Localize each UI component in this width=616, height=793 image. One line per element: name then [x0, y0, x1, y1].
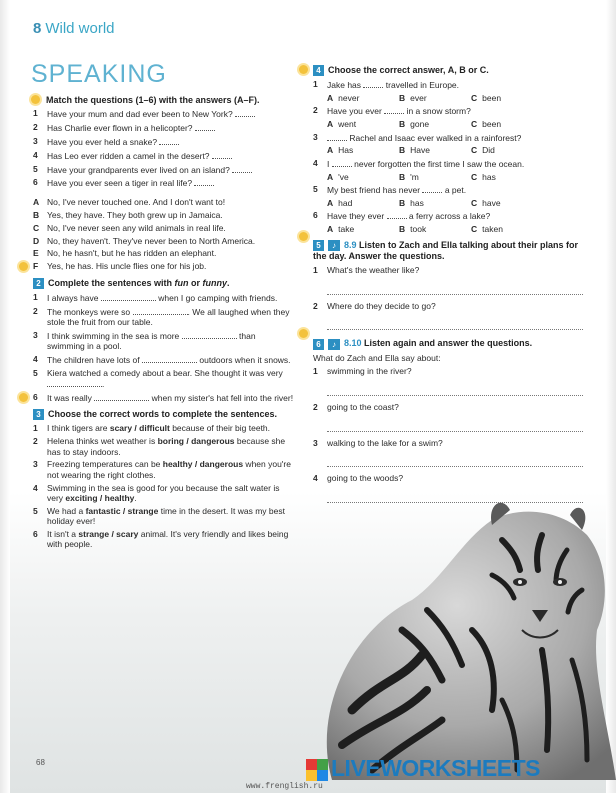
word-choice[interactable]: scary / difficult — [109, 423, 170, 434]
ex2-item: 4 The children have lots of outdoors when it snows. — [33, 353, 291, 365]
word-choice[interactable]: fantastic / strange — [85, 505, 159, 516]
ex4-item: 3 Rachel and Isaac ever walked in a rainforest? A Has B Have C Did — [313, 132, 583, 156]
ex5-item: 2 Where do they decide to go? — [313, 300, 436, 311]
ex1-answer: E No, he hasn't, but he has ridden an elephant. — [33, 248, 217, 259]
unit-title: Wild world — [45, 20, 115, 37]
answer-blank[interactable] — [235, 108, 255, 117]
answer-blank[interactable] — [195, 122, 215, 131]
answer-blank[interactable] — [384, 105, 404, 114]
ex2-item: 6 It was really when my sister's hat fell into the river! — [33, 392, 295, 403]
ex3-item: 6 It isn't a strange / scary animal. It's very friendly and likes being with people. — [33, 529, 289, 550]
ex1-answer: B Yes, they have. They both grew up in Jamaica. — [33, 209, 223, 220]
ex1-heading — [33, 95, 295, 105]
ex1-question: 5 Have your grandparents ever lived on an island? — [33, 164, 295, 175]
audio-speaker-icon[interactable]: ♪ — [328, 339, 340, 350]
answer-line[interactable] — [327, 450, 583, 467]
option-c[interactable]: C has — [471, 171, 496, 182]
page-number: 68 — [36, 758, 45, 767]
ex2-item: 2 The monkeys were so . We all laughed when they stole the fruit from our table. — [33, 305, 290, 327]
answer-blank[interactable] — [387, 210, 407, 219]
answer-blank[interactable] — [363, 79, 383, 88]
answer-blank[interactable] — [194, 177, 214, 186]
ex4-item: 6 Have they ever a ferry across a lake? A take B took C taken — [313, 210, 583, 234]
ex3-item: 1 I think tigers are scary / difficult because of their big teeth. — [33, 423, 271, 434]
option-c[interactable]: C been — [471, 119, 502, 130]
ex4-item: 5 My best friend has never a pet. A had B has C have — [313, 184, 583, 208]
ex6-item: 2 going to the coast? — [313, 401, 399, 412]
answer-blank[interactable] — [327, 132, 347, 141]
ex6-item: 4 going to the woods? — [313, 473, 404, 484]
ex2-items — [33, 292, 295, 404]
ex6-number: 6 — [313, 339, 324, 350]
page-edge-left — [0, 0, 10, 793]
ex1-question: 1 Have your mum and dad ever been to New York? — [33, 108, 295, 119]
answer-blank[interactable] — [212, 150, 232, 159]
ex2-item: 3 I think swimming in the sea is more than swimming in a pool. — [33, 329, 256, 352]
answer-blank[interactable] — [101, 292, 156, 301]
ex6-track: 8.10 — [344, 338, 362, 349]
ex4-items — [313, 79, 583, 234]
ex1-answer: F Yes, he has. His uncle flies one for his job. — [33, 261, 295, 271]
ex5-number: 5 — [313, 240, 324, 251]
option-c[interactable]: C Did — [471, 145, 495, 156]
section-title: SPEAKING — [31, 60, 167, 88]
ex1-answer: C No, I've never seen any wild animals in real life. — [33, 222, 226, 233]
ex3-item: 4 Swimming in the sea is good for you because the salt water is very exciting / healthy. — [33, 482, 280, 504]
answer-blank[interactable] — [133, 306, 188, 315]
lightbulb-icon — [19, 262, 28, 271]
liveworksheets-watermark: LIVEWORKSHEETS — [306, 755, 540, 782]
word-choice[interactable]: strange / scary — [78, 529, 139, 540]
option-b[interactable]: B Have — [399, 145, 430, 156]
right-column — [313, 63, 583, 509]
ex4-item: 4 I never forgotten the first time I saw the ocean. A 've B 'm C has — [313, 158, 583, 182]
ex1-question: 3 Have you ever held a snake? — [33, 136, 295, 147]
ex6-subheading: What do Zach and Ella say about: — [313, 352, 441, 363]
unit-number: 8 — [33, 20, 42, 37]
ex1-question: 2 Has Charlie ever flown in a helicopter? — [33, 122, 295, 133]
ex1-question: 6 Have you ever seen a tiger in real life? — [33, 177, 295, 188]
option-c[interactable]: C taken — [471, 223, 503, 234]
answer-line[interactable] — [327, 313, 583, 330]
ex2-item: 1 I always have when I go camping with friends. — [33, 291, 278, 303]
ex1-answer: A No, I've never touched one. And I don't want to! — [33, 197, 226, 208]
ex2-number: 2 — [33, 278, 44, 289]
answer-blank[interactable] — [182, 330, 237, 339]
audio-speaker-icon[interactable]: ♪ — [328, 240, 340, 251]
ex1-questions — [33, 108, 295, 188]
option-b[interactable]: B 'm — [399, 171, 419, 182]
answer-line[interactable] — [327, 415, 583, 432]
ex4-heading: 4 Choose the correct answer, A, B or C. — [313, 65, 583, 76]
ex3-items — [33, 423, 295, 549]
word-choice[interactable]: boring / dangerous — [157, 436, 235, 447]
word-choice[interactable]: healthy / dangerous — [162, 459, 244, 470]
option-b[interactable]: B ever — [399, 92, 427, 103]
option-b[interactable]: B has — [399, 197, 424, 208]
option-a[interactable]: A 've — [327, 171, 349, 182]
option-a[interactable]: A never — [327, 92, 360, 103]
answer-blank[interactable] — [422, 184, 442, 193]
ex1-answer: D No, they haven't. They've never been to North America. — [33, 235, 256, 246]
answer-blank[interactable] — [142, 354, 197, 363]
ex2-heading: 2 Complete the sentences with fun or funny. — [33, 278, 295, 289]
unit-heading — [33, 20, 115, 37]
ex5-item: 1 What's the weather like? — [313, 264, 420, 275]
option-b[interactable]: B gone — [399, 119, 430, 130]
answer-blank[interactable] — [332, 158, 352, 167]
ex5-heading: 5 ♪ 8.9 Listen to Zach and Ella talking about their plans for the day. Answer the questions. — [313, 240, 583, 262]
ex2-item: 5 Kiera watched a comedy about a bear. She thought it was very . — [33, 367, 283, 390]
answer-blank[interactable] — [94, 392, 149, 401]
ex1-answers — [33, 197, 295, 271]
ex3-number: 3 — [33, 409, 44, 420]
option-a[interactable]: A take — [327, 223, 355, 234]
option-a[interactable]: A Has — [327, 145, 354, 156]
ex1-question: 4 Has Leo ever ridden a camel in the desert? — [33, 150, 295, 161]
ex3-heading: 3 Choose the correct words to complete the sentences. — [33, 409, 295, 420]
liveworksheets-logo-icon — [306, 759, 328, 781]
option-c[interactable]: C have — [471, 197, 501, 208]
ex5-track: 8.9 — [344, 240, 357, 251]
ex1-instruction: Match the questions (1–6) with the answers (A–F). — [46, 95, 260, 105]
answer-blank[interactable] — [232, 164, 252, 173]
source-url: www.frenglish.ru — [246, 782, 323, 791]
option-b[interactable]: B took — [399, 223, 427, 234]
ex4-item: 1 Jake has travelled in Europe. A never B ever C been — [313, 79, 583, 103]
answer-line[interactable] — [327, 379, 583, 396]
word-choice[interactable]: exciting / healthy — [65, 493, 135, 504]
ex4-number: 4 — [313, 65, 324, 76]
lightbulb-icon — [299, 65, 308, 74]
tiger-image — [292, 480, 616, 780]
answer-line[interactable] — [327, 278, 583, 295]
ex3-item: 5 We had a fantastic / strange time in the desert. It was my best holiday ever! — [33, 505, 285, 527]
lightbulb-icon — [299, 232, 308, 241]
answer-blank[interactable] — [47, 378, 102, 387]
ex3-item: 2 Helena thinks wet weather is boring / dangerous because she has to stay indoors. — [33, 436, 286, 457]
ex4-item: 2 Have you ever in a snow storm? A went B gone C been — [313, 105, 583, 129]
ex3-item: 3 Freezing temperatures can be healthy / dangerous when you're not wearing the right clothes. — [33, 459, 291, 480]
lightbulb-icon — [31, 95, 40, 104]
ex6-item: 3 walking to the lake for a swim? — [313, 437, 443, 448]
lightbulb-icon — [19, 393, 28, 402]
ex6-item: 1 swimming in the river? — [313, 366, 412, 376]
lightbulb-icon — [299, 329, 308, 338]
ex6-heading: 6 ♪ 8.10 Listen again and answer the questions. — [313, 338, 583, 349]
left-column — [33, 93, 295, 552]
option-c[interactable]: C been — [471, 92, 502, 103]
answer-blank[interactable] — [159, 136, 179, 145]
option-a[interactable]: A went — [327, 119, 357, 130]
option-a[interactable]: A had — [327, 197, 353, 208]
